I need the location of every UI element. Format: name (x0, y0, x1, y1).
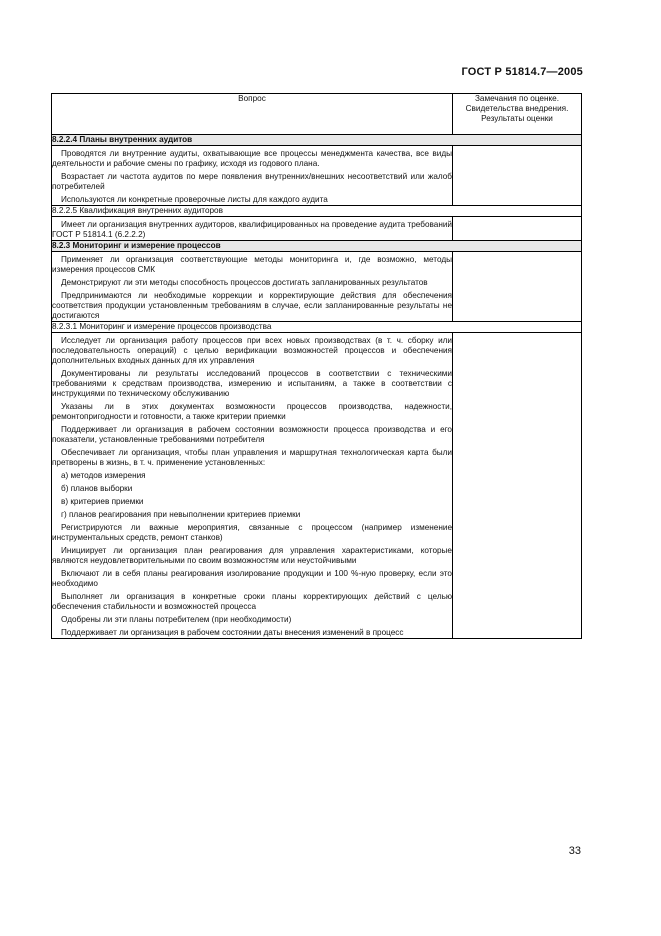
question-item: Имеет ли организация внутренних аудиторов, квалифицированных на проведение аудита требований ГОСТ Р 51814.1 (6.2.2.2) (52, 220, 452, 239)
question-item: Документированы ли результаты исследований процессов в соответствии с техническими требованиями к средствам производства, измерению и испытаниям, а также в соответствии с инструкциями по техническому обслуживанию (52, 369, 452, 398)
section-row (52, 322, 582, 333)
subsection-heading: 8.2.2.5 Квалификация внутренних аудиторов (52, 206, 582, 217)
remarks-cell[interactable] (453, 333, 582, 639)
section-row (52, 241, 582, 252)
question-item: Обеспечивает ли организация, чтобы план управления и маршрутная технологическая карта были претворены в жизнь, в т. ч. применение установленных: (52, 448, 452, 467)
question-item: Инициирует ли организация план реагирования для управления характеристиками, которые являются неудовлетворительными по своим возможностям или неустойчивыми (52, 546, 452, 565)
question-item: Поддерживает ли организация в рабочем состоянии даты внесения изменений в процесс (61, 628, 404, 637)
section-heading: 8.2.2.4 Планы внутренних аудитов (52, 135, 582, 146)
question-item: в) критериев приемки (61, 497, 144, 506)
question-item: Возрастает ли частота аудитов по мере появления внутренних/внешних несоответствий или жалоб потребителей (52, 172, 452, 191)
question-cell (52, 333, 453, 639)
question-cell (52, 217, 453, 241)
question-item: Применяет ли организация соответствующие методы мониторинга и, где возможно, методы измерения процессов СМК (52, 255, 452, 274)
section-row (52, 206, 582, 217)
column-header-remarks: Замечания по оценке. Свидетельства внедрения. Результаты оценки (453, 94, 582, 135)
document-code: ГОСТ Р 51814.7—2005 (461, 66, 583, 78)
question-item: Проводятся ли внутренние аудиты, охватывающие все процессы менеджмента качества, все виды деятельности и рабочие смены по графику, исходя из годового плана. (52, 149, 452, 168)
question-item: Поддерживает ли организация в рабочем состоянии возможности процесса производства и его показатели, установленные требованиями потребителя (52, 425, 452, 444)
section-heading: 8.2.3 Мониторинг и измерение процессов (52, 241, 582, 252)
question-item: б) планов выборки (61, 484, 133, 493)
remarks-cell[interactable] (453, 217, 582, 241)
question-item: Демонстрируют ли эти методы способность процессов достигать запланированных результатов (61, 278, 428, 287)
assessment-table (51, 93, 582, 639)
question-item: Одобрены ли эти планы потребителем (при необходимости) (61, 615, 292, 624)
remarks-cell[interactable] (453, 252, 582, 322)
question-item: Исследует ли организация работу процессов при всех новых производствах (в т. ч. сборку или последовательность операций) с целью верификации возможностей процессов и обеспечения дополнительных входных данных для их управления (52, 336, 452, 365)
question-item: Предпринимаются ли необходимые коррекции и корректирующие действия для обеспечения соответствия продукции установленным требованиям в случае, если запланированные результаты не достигаются (52, 291, 452, 320)
table-body (52, 135, 582, 639)
table-header-row (52, 94, 582, 135)
question-item: Регистрируются ли важные мероприятия, связанные с процессом (например изменение инструментальных средств, ремонт станков) (52, 523, 452, 542)
question-group-row (52, 146, 582, 206)
page-number: 33 (568, 845, 581, 857)
question-group-row (52, 333, 582, 639)
question-item: Включают ли в себя планы реагирования изолирование продукции и 100 %-ную проверку, если это необходимо (52, 569, 452, 588)
question-item: г) планов реагирования при невыполнении критериев приемки (61, 510, 301, 519)
question-cell (52, 146, 453, 206)
question-item: а) методов измерения (61, 471, 146, 480)
question-item: Указаны ли в этих документах возможности процессов производства, надежности, ремонтопригодности и готовности, а также критерии приемки (52, 402, 452, 421)
question-group-row (52, 217, 582, 241)
remarks-cell[interactable] (453, 146, 582, 206)
question-item: Используются ли конкретные проверочные листы для каждого аудита (61, 195, 328, 204)
question-cell (52, 252, 453, 322)
column-header-question: Вопрос (52, 94, 453, 135)
question-group-row (52, 252, 582, 322)
question-item: Выполняет ли организация в конкретные сроки планы корректирующих действий с целью обеспечения стабильности и возможностей процесса (52, 592, 452, 611)
section-row (52, 135, 582, 146)
subsection-heading: 8.2.3.1 Мониторинг и измерение процессов производства (52, 322, 582, 333)
